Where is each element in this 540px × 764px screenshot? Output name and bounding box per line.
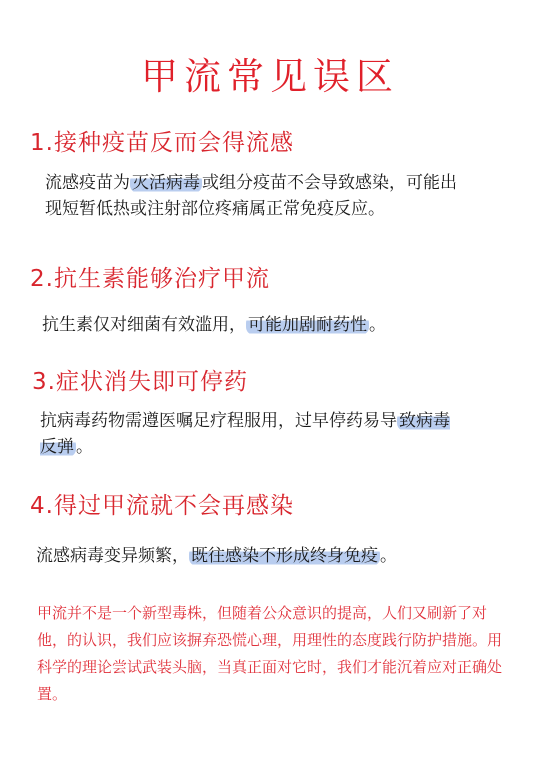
section-3-body [40, 408, 450, 460]
section-3-heading: 3.症状消失即可停药 [32, 369, 248, 395]
section-4-highlight: 既往感染不形成终身免疫 [191, 546, 378, 566]
conclusion-paragraph: 甲流并不是一个新型毒株，但随着公众意识的提高，人们又刷新了对他，的认识，我们应该摒弃恐慌心理，用理性的态度践行防护措施。用科学的理论尝试武装头脑，当真正面对它时，我们才能沉着应对正确处置。 [37, 604, 503, 703]
section-3-text-start: 抗病毒药物需遵医嘱足疗程服用，过早停药易导 [40, 411, 397, 431]
section-2-text-start: 抗生素仅对细菌有效滥用， [42, 315, 246, 335]
section-4-text-start: 流感病毒变异频繁， [36, 546, 189, 566]
section-3-text-end: 。 [76, 437, 93, 457]
section-3-highlight: 致病毒反弹 [40, 411, 450, 457]
section-2-heading: 2.抗生素能够治疗甲流 [30, 266, 270, 292]
page-title: 甲流常见误区 [141, 55, 399, 98]
section-1-highlight: 灭活病毒 [132, 173, 200, 193]
section-1-text-start: 流感疫苗为 [45, 173, 130, 193]
section-2-body [42, 312, 482, 338]
section-2-text-end: 。 [369, 315, 386, 335]
section-4-heading: 4.得过甲流就不会再感染 [30, 493, 294, 519]
section-4-text-end: 。 [380, 546, 397, 566]
section-2-highlight: 可能加剧耐药性 [248, 315, 367, 335]
section-1-body [45, 170, 465, 222]
section-4-body [36, 543, 496, 569]
section-1-text-end: 或组分疫苗不会导致感染，可能出现短暂低热或注射部位疼痛属正常免疫反应。 [45, 173, 457, 219]
section-1-heading: 1.接种疫苗反而会得流感 [30, 130, 294, 156]
